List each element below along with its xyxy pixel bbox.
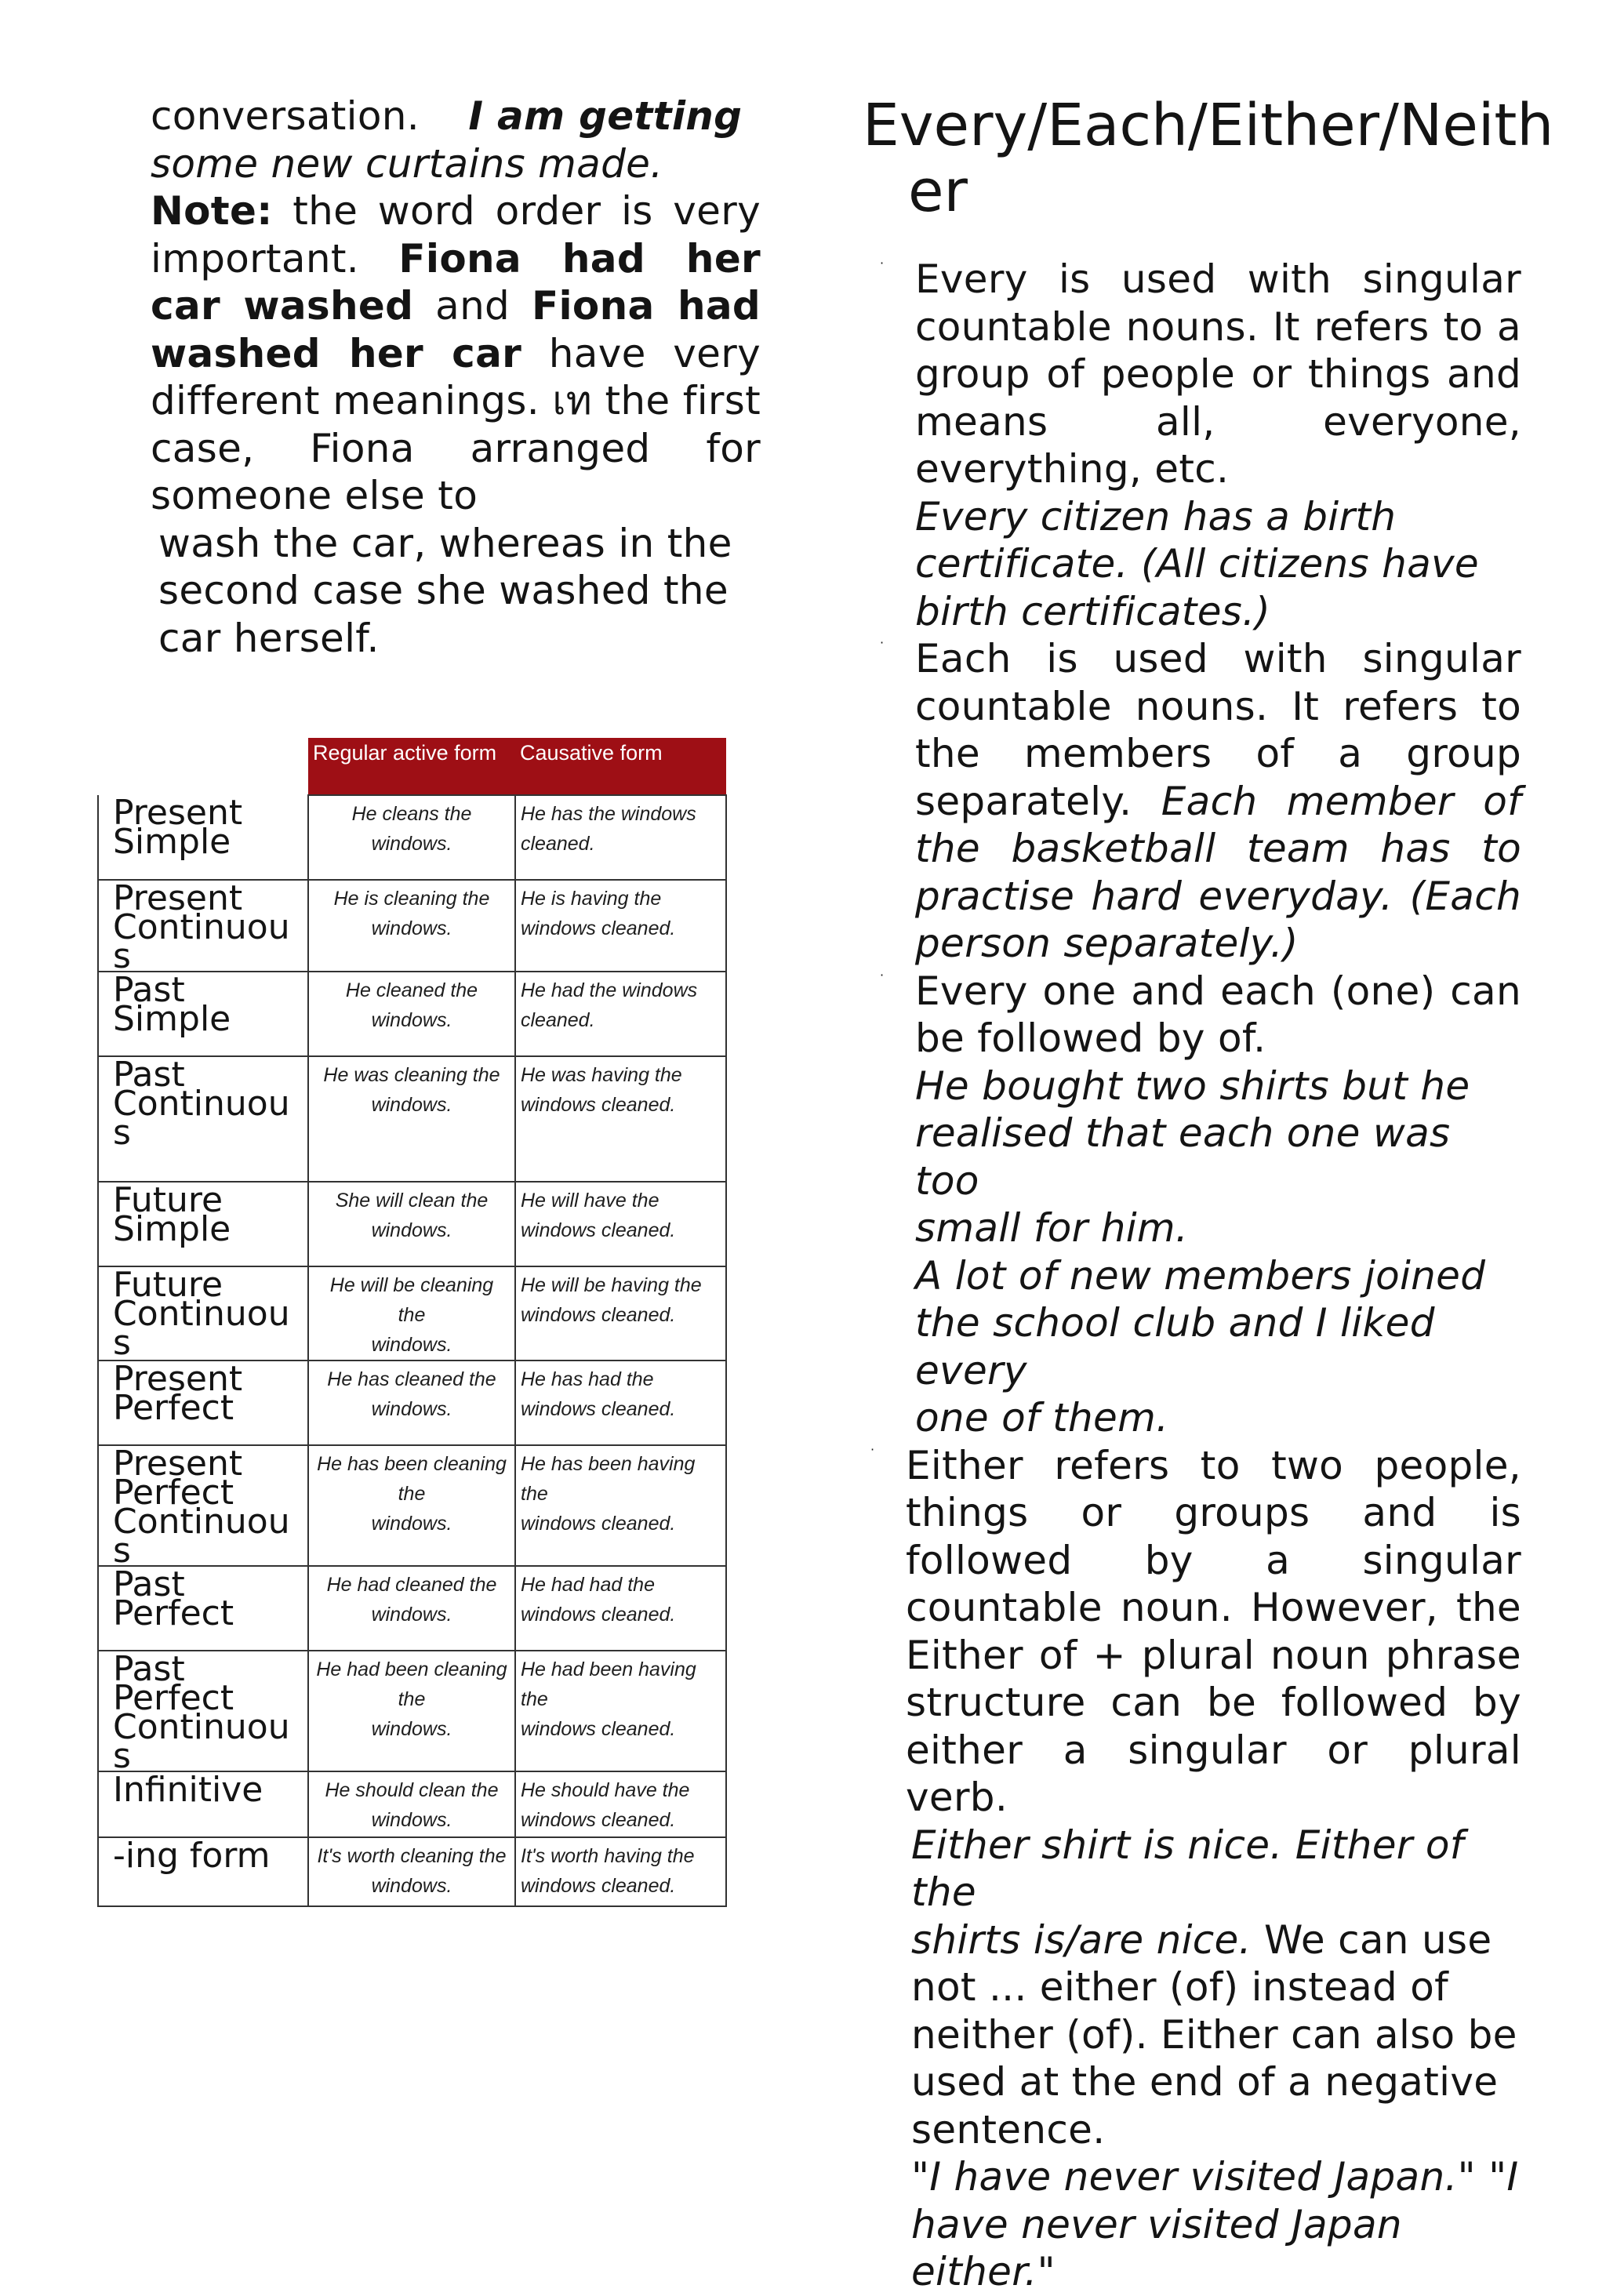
regular-form-line: windows. — [371, 1094, 452, 1116]
bullet-dot: · — [870, 1441, 875, 1457]
tense-label — [98, 1266, 308, 1361]
regular-form-line: He cleaned the — [345, 979, 478, 1001]
causative-form-line: He is having the — [521, 888, 662, 910]
causative-form-cell — [515, 1651, 726, 1771]
bullet-text: Every one and each (one) can be followed by of. — [915, 968, 1521, 1061]
tense-label-line: Continuou — [113, 1294, 290, 1334]
regular-form-line: He had cleaned the — [326, 1574, 497, 1596]
tense-label-line: Past — [113, 1649, 185, 1689]
causative-form-line: He will be having the — [521, 1274, 702, 1296]
regular-form-line: windows. — [371, 1809, 452, 1831]
left-column — [151, 93, 761, 662]
regular-form-line: windows. — [371, 1398, 452, 1420]
tense-label-line: Past — [113, 1055, 185, 1095]
intro-example: some new curtains made. — [151, 140, 663, 187]
note-example-2: Fiona had washed her car — [151, 283, 761, 376]
intro-example-bold: I am getting — [468, 93, 743, 139]
tense-label — [98, 795, 308, 880]
header-causative: Causative form — [515, 738, 726, 795]
example-either — [870, 1822, 1521, 2296]
tense-label-line: Perfect — [113, 1593, 234, 1633]
causative-form-line: It's worth having the — [521, 1845, 695, 1867]
example-line: Every citizen has a birth — [915, 493, 1397, 539]
tense-label — [98, 1837, 308, 1906]
regular-form-cell — [308, 1266, 515, 1361]
regular-form-line: the — [398, 1483, 426, 1505]
causative-form-line: windows cleaned. — [521, 1304, 676, 1326]
tense-label-line: Infinitive — [113, 1770, 263, 1810]
tense-label-line: Perfect — [113, 1388, 234, 1428]
causative-form-cell — [515, 972, 726, 1056]
bullet-text: Either refers to two people, things or groups and is followed by a singular countable noun. However, the Either of + plural noun phrase structure can be followed by either a singular or plural verb. — [906, 1442, 1521, 1820]
regular-form-cell — [308, 1182, 515, 1266]
tense-label-line: Simple — [113, 822, 231, 862]
example-line: birth certificates.) — [915, 588, 1271, 634]
bullet-either — [861, 1442, 1521, 1822]
regular-form-line: windows. — [371, 1718, 452, 1740]
regular-form-cell — [308, 972, 515, 1056]
tense-label-line: Past — [113, 970, 185, 1010]
regular-form-line: windows. — [371, 1009, 452, 1031]
tense-label-line: Present — [113, 878, 243, 918]
tense-label — [98, 878, 308, 976]
note-end-paragraph — [151, 520, 761, 663]
note-text: the word order is very important. — [151, 188, 761, 282]
bullet-each — [870, 635, 1521, 968]
section-title — [863, 92, 1554, 225]
bullet-every-one — [870, 968, 1521, 1063]
example-line: one of them. — [915, 1395, 1169, 1440]
causative-form-line: windows cleaned. — [521, 1398, 676, 1420]
causative-form-cell — [515, 1056, 726, 1182]
causative-form-line: He has had the — [521, 1368, 654, 1390]
garbled-text: เท — [552, 378, 593, 423]
example-line: small for him. — [915, 1205, 1189, 1251]
table-row — [98, 1651, 726, 1771]
intro-paragraph — [151, 93, 761, 187]
tense-label-line: Present — [113, 1444, 243, 1484]
example-line: realised that each one was too — [915, 1110, 1451, 1204]
tense-label — [98, 1056, 308, 1182]
tense-label-line: Continuou — [113, 1084, 290, 1124]
intro-text: conversation. — [151, 93, 420, 139]
either-text: We can use — [1251, 1916, 1492, 1963]
header-regular: Regular active form — [308, 738, 515, 795]
tense-label-line: Present — [113, 1359, 243, 1399]
causative-form-cell — [515, 1361, 726, 1445]
and-word: and — [435, 283, 511, 329]
causative-form-line: windows cleaned. — [521, 1718, 676, 1740]
regular-form-line: She will clean the — [335, 1190, 489, 1212]
regular-form-line: windows. — [371, 1875, 452, 1897]
regular-form-cell — [308, 795, 515, 880]
causative-form-line: He should have the — [521, 1779, 690, 1801]
tense-label-line: -ing form — [113, 1836, 271, 1876]
right-column — [863, 92, 1554, 2296]
tense-label-line: Past — [113, 1564, 185, 1604]
regular-form-line: He has been cleaning — [317, 1453, 507, 1475]
regular-form-cell — [308, 1837, 515, 1906]
tense-label-line: s — [113, 1736, 131, 1776]
causative-form-line: windows cleaned. — [521, 1219, 676, 1241]
example-line: certificate. (All citizens have — [915, 541, 1479, 587]
bullet-text — [915, 635, 1521, 968]
note-end-line: wash the car, whereas in the — [158, 520, 732, 566]
bullet-text: Every is used with singular countable nouns. It refers to a group of people or things and means all, everyone, everything, etc. — [915, 256, 1521, 492]
tense-label-line: Continuou — [113, 907, 290, 947]
either-text: neither (of). Either can also be — [911, 2011, 1517, 2058]
either-text: used at the end of a negative — [911, 2059, 1499, 2105]
tense-label-line: Perfect — [113, 1473, 234, 1513]
example-line: A lot of new members joined — [915, 1252, 1486, 1299]
table-header-row — [98, 738, 726, 795]
note-example-1: Fiona had her car washed — [151, 235, 761, 329]
note-continued: have very different meanings. — [151, 330, 761, 423]
tense-label-line: Continuou — [113, 1502, 290, 1542]
table-row — [98, 1445, 726, 1566]
example-line: He bought two shirts but he — [915, 1063, 1470, 1109]
note-end-line: car herself. — [158, 615, 380, 661]
example-line: Either shirt is nice. Either of the — [911, 1822, 1464, 1915]
regular-form-line: He should clean the — [325, 1779, 499, 1801]
causative-form-line: windows cleaned. — [521, 1604, 676, 1626]
regular-form-line: He had been cleaning — [316, 1658, 507, 1680]
table-row — [98, 795, 726, 880]
tense-label — [98, 1649, 308, 1776]
tense-label-line: s — [113, 1113, 131, 1153]
causative-form-line: windows cleaned. — [521, 1875, 676, 1897]
causative-form-cell — [515, 880, 726, 972]
tense-label-line: Future — [113, 1180, 223, 1220]
regular-form-line: windows. — [371, 1604, 452, 1626]
causative-form-line: windows cleaned. — [521, 1513, 676, 1535]
example-quote: have never visited Japan either." — [911, 2201, 1402, 2294]
causative-form-line: He had the windows — [521, 979, 698, 1001]
bullet-dot: · — [880, 256, 885, 271]
causative-form-cell — [515, 1182, 726, 1266]
example-each: Each member of the basketball team has to practise hard everyday. (Each person separately.) — [915, 778, 1521, 966]
tense-label — [98, 1566, 308, 1651]
causative-form-line: He has the windows — [521, 803, 696, 825]
tense-label — [98, 1182, 308, 1266]
regular-form-line: He is cleaning the — [333, 888, 490, 910]
tense-label — [98, 972, 308, 1056]
regular-form-line: windows. — [371, 833, 452, 855]
regular-form-cell — [308, 1445, 515, 1566]
causative-form-line: He had been having the — [521, 1658, 696, 1710]
table-row — [98, 1566, 726, 1651]
regular-form-line: the — [398, 1688, 426, 1710]
causative-form-line: windows cleaned. — [521, 1809, 676, 1831]
causative-form-line: windows cleaned. — [521, 917, 676, 939]
causative-form-line: He was having the — [521, 1064, 682, 1086]
bullet-text-main: Each is used with singular countable nouns. It refers to the members of a group separately. — [915, 636, 1521, 824]
causative-form-cell — [515, 1566, 726, 1651]
table-row — [98, 1182, 726, 1266]
causative-table — [97, 738, 727, 1907]
regular-form-line: He has cleaned the — [327, 1368, 496, 1390]
tense-label — [98, 1444, 308, 1571]
causative-form-cell — [515, 1266, 726, 1361]
header-blank — [98, 738, 308, 795]
regular-form-line: He will be cleaning the — [329, 1274, 494, 1326]
note-paragraph — [151, 187, 761, 520]
regular-form-cell — [308, 1566, 515, 1651]
table-row — [98, 1837, 726, 1906]
tense-label-line: Continuou — [113, 1707, 290, 1747]
tense-label-line: s — [113, 936, 131, 976]
causative-form-cell — [515, 795, 726, 880]
note-label: Note: — [151, 188, 273, 234]
tense-label-line: s — [113, 1531, 131, 1571]
regular-form-cell — [308, 880, 515, 972]
example-line: shirts is/are nice. — [911, 1916, 1252, 1963]
table-row — [98, 1771, 726, 1837]
example-quote: "I have never visited Japan." "I — [911, 2154, 1519, 2200]
table-row — [98, 972, 726, 1056]
table-row — [98, 1361, 726, 1445]
tense-label-line: s — [113, 1323, 131, 1363]
regular-form-cell — [308, 1651, 515, 1771]
regular-form-line: windows. — [371, 917, 452, 939]
causative-form-line: He had had the — [521, 1574, 655, 1596]
tense-label — [98, 1771, 308, 1837]
title-line: er — [908, 158, 968, 225]
table-row — [98, 880, 726, 972]
bullet-dot: · — [880, 635, 885, 650]
regular-form-line: It's worth cleaning the — [317, 1845, 507, 1867]
table-row — [98, 1056, 726, 1182]
regular-form-line: windows. — [371, 1334, 452, 1356]
regular-form-cell — [308, 1361, 515, 1445]
regular-form-cell — [308, 1056, 515, 1182]
tense-label-line: Present — [113, 793, 243, 833]
tense-label-line: Simple — [113, 1209, 231, 1249]
tense-label-line: Perfect — [113, 1678, 234, 1718]
regular-form-line: windows. — [371, 1513, 452, 1535]
tense-label-line: Simple — [113, 999, 231, 1039]
causative-form-line: cleaned. — [521, 1009, 595, 1031]
regular-form-line: He was cleaning the — [323, 1064, 500, 1086]
title-line: Every/Each/Either/Neith — [863, 92, 1554, 159]
note-continued-2: the first case, Fiona arranged for someone else to — [151, 378, 761, 518]
example-every — [870, 493, 1521, 636]
regular-form-cell — [308, 1771, 515, 1837]
causative-form-cell — [515, 1445, 726, 1566]
causative-form-cell — [515, 1771, 726, 1837]
example-every-one — [870, 1063, 1521, 1442]
tense-label-line: Future — [113, 1265, 223, 1305]
regular-form-line: He cleans the — [351, 803, 472, 825]
causative-form-line: windows cleaned. — [521, 1094, 676, 1116]
note-end-line: second case she washed the — [158, 568, 729, 613]
causative-form-line: He will have the — [521, 1190, 659, 1212]
causative-form-line: cleaned. — [521, 833, 595, 855]
tense-label — [98, 1361, 308, 1445]
bullet-dot: · — [880, 967, 885, 983]
either-text: sentence. — [911, 2106, 1106, 2152]
table-row — [98, 1266, 726, 1361]
bullet-every — [870, 256, 1521, 493]
regular-form-line: windows. — [371, 1219, 452, 1241]
either-text: not ... either (of) instead of — [911, 1964, 1449, 2010]
causative-form-line: He has been having the — [521, 1453, 696, 1505]
example-line: the school club and I liked every — [915, 1300, 1435, 1393]
causative-form-cell — [515, 1837, 726, 1906]
